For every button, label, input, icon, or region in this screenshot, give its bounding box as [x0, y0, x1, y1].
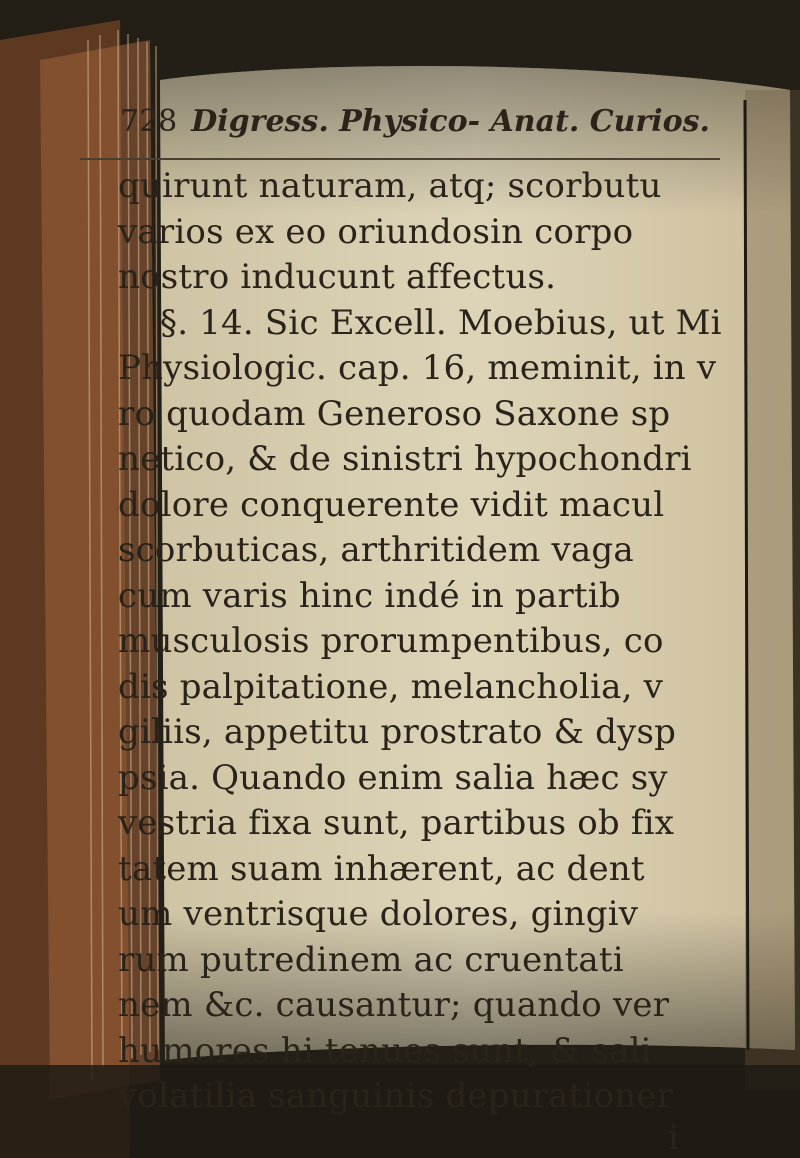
text-line: psia. Quando enim salia hæc sy	[118, 757, 668, 798]
text-line: nostro inducunt affectus.	[118, 257, 557, 297]
text-line: giliis, appetitu prostrato & dysp	[118, 712, 677, 752]
text-line: um ventrisque dolores, gingiv	[118, 894, 639, 934]
page-text	[60, 0, 760, 1158]
text-line: netico, & de sinistri hypochondri	[118, 439, 692, 479]
text-line: rum putredinem ac cruentati	[118, 939, 624, 980]
text-line: Physiologic. cap. 16, meminit, in v	[118, 348, 717, 388]
text-line: vestria fixa sunt, partibus ob fix	[118, 803, 675, 843]
text-line: humores hi tenues sunt, & sali	[118, 1030, 652, 1071]
text-line: tatem suam inhærent, ac dent	[118, 848, 645, 889]
text-line: dis palpitatione, melancholia, v	[118, 666, 664, 707]
running-title: Digress. Physico- Anat. Curios.	[191, 104, 710, 139]
running-header	[120, 104, 710, 139]
text-line: §. 14. Sic Excell. Moebius, ut Mi	[160, 302, 722, 343]
text-line: musculosis prorumpentibus, co	[118, 621, 664, 661]
text-line: i	[668, 1117, 680, 1158]
text-line: volatilia sanguinis depurationer	[118, 1076, 674, 1116]
text-line: quirunt naturam, atq; scorbutu	[118, 166, 662, 206]
page-number: 728	[120, 104, 178, 139]
text-line: varios ex eo oriundosin corpo	[118, 211, 634, 252]
text-line: cum varis hinc indé in partib	[118, 575, 621, 616]
text-line: scorbuticas, arthritidem vaga	[118, 530, 634, 570]
text-line: dolore conquerente vidit macul	[118, 484, 665, 525]
text-line: ro quodam Generoso Saxone sp	[118, 393, 671, 434]
text-line: nem &c. causantur; quando ver	[118, 985, 670, 1025]
